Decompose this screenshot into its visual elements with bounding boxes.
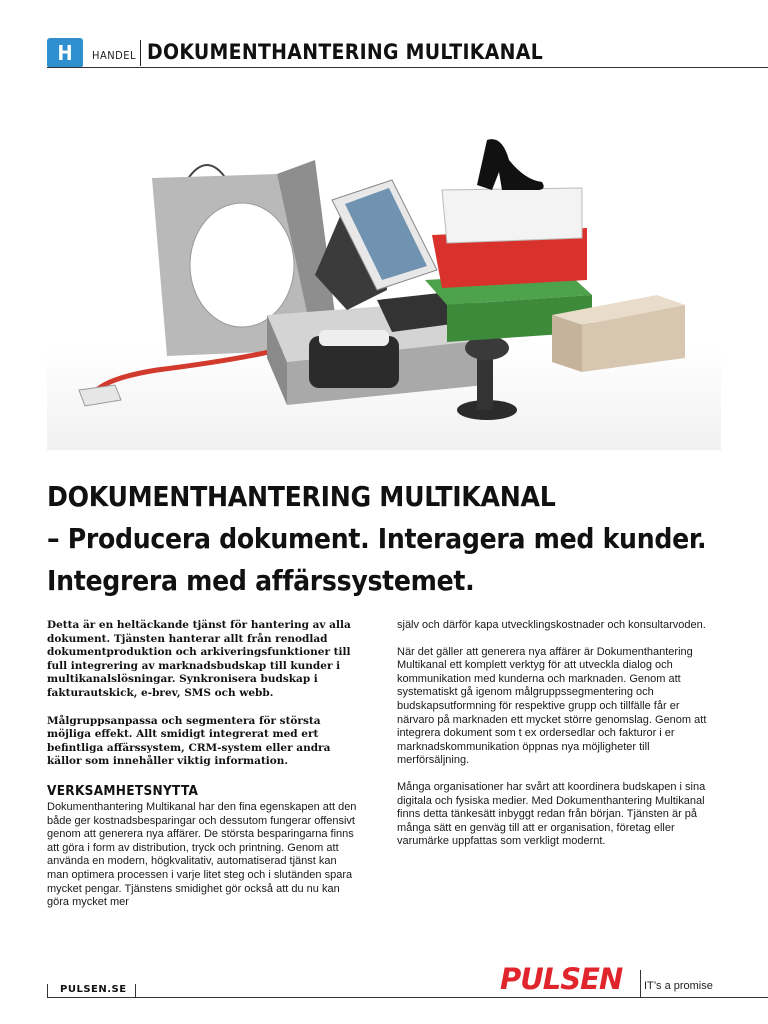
retail-products-illustration [47,100,721,450]
headline-line: – Producera dokument. Interagera med kunder. [47,522,707,555]
footer-tick [135,984,136,998]
footer-logo-separator [640,970,641,998]
receipt-printer-icon [309,330,399,388]
headline-line: DOKUMENTHANTERING MULTIKANAL [47,480,556,513]
hero-image [47,100,721,450]
section-subheading: VERKSAMHETSNYTTA [47,782,199,799]
right-column [397,619,707,862]
section-badge: H [47,38,83,68]
body-paragraph: Många organisationer har svårt att koordinera budskapen i sina digitala och fysiska medier. Med Dokumenthantering Multikanal finns detta tänkesätt inbyggt redan från början. Tjänsten är på många sätt en genväg till att er organisation, företag eller varumärke uppfattas som verkligt modernt. [397,780,706,848]
footer-tagline: IT’s a promise [644,980,713,992]
header-rule [47,67,768,68]
power-plug-icon [79,385,121,406]
headline-line: Integrera med affärssystemet. [47,564,475,597]
footer-tick [47,984,48,998]
footer-website: PULSEN.SE [60,984,127,995]
lead-paragraph: Målgruppsanpassa och segmentera för största möjliga effekt. Allt smidigt integrerat med ert befintliga affärssystem, CRM-system eller andra källor som innehåller viktig information. [47,714,331,768]
body-paragraph: själv och därför kapa utvecklingskostnader och konsultarvoden. [397,619,706,631]
header-separator [140,40,141,66]
high-heel-shoe-icon [477,139,544,190]
left-column [47,619,357,923]
body-paragraph: När det gäller att generera nya affärer är Dokumenthantering Multikanal ett komplett verktyg för att utveckla dialog och kommunikation med kunderna och marknaden. Genom att systematiskt gå igenom målgruppssegmentering och budskapsutformning för respektive grupp och tillfälle får er närvaro på marknaden ett mycket större genomslag. Genom att integrera dokument som t ex ordersedlar och fakturor i er marknadskommunikation öppnas nya möjligheter till merförsäljning. [397,645,707,767]
page-header-title: DOKUMENTHANTERING MULTIKANAL [147,40,544,64]
section-category: HANDEL [92,49,136,62]
lead-paragraph: Detta är en heltäckande tjänst för hantering av alla dokument. Tjänsten hanterar allt från renodlad dokumentproduktion och arkiveringsfunktioner till full integrering av marknadsbudskap till kunder i multikanalslösningar. Synkronisera budskap i fakturautskick, e-brev, SMS och webb. [47,619,351,699]
pulsen-logo: PULSEN [500,962,623,996]
footer-rule [47,997,768,998]
main-headline [47,476,747,602]
body-paragraph: Dokumenthantering Multikanal har den fina egenskapen att den både ger kostnadsbesparingar och dessutom fungerar offensivt genom att generera nya affärer. De största besparingarna finns att göra i form av distribution, tryck och printning. Genom att använda en modern, högkvalitativ, automatiserad tjänst kan man optimera processen i varje litet steg och i slutänden spara mycket pengar. Tjänstens smidighet gör också att du nu kan göra mycket mer [47,800,357,909]
